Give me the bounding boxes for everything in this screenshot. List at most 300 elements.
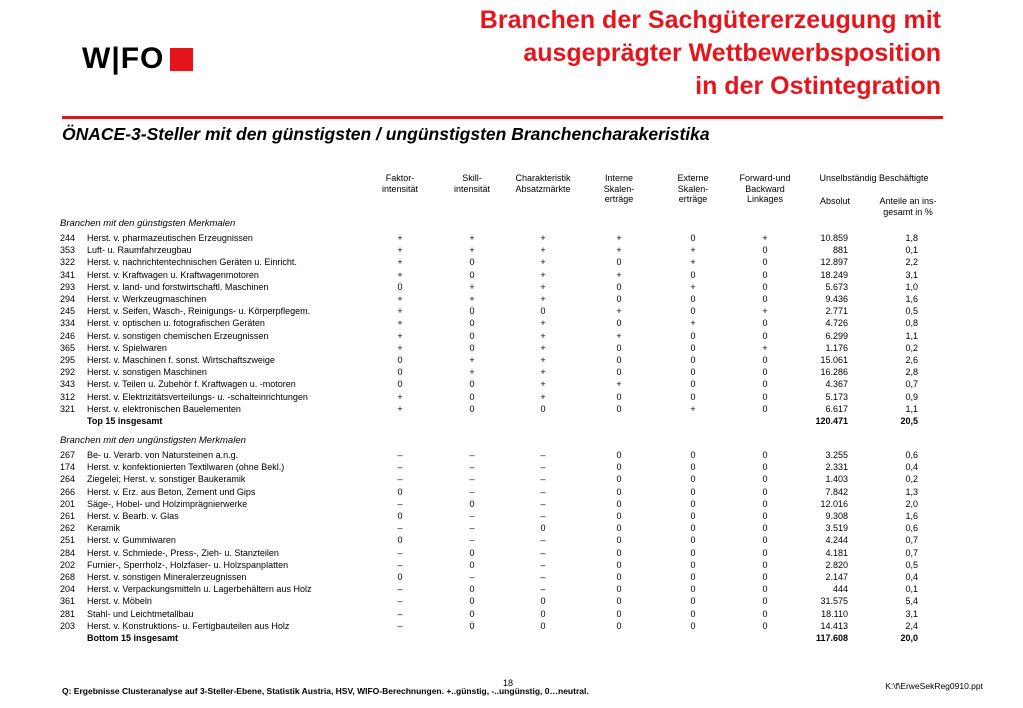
cell-anteil: 2,0 bbox=[905, 498, 918, 509]
cell-faktor: + bbox=[397, 233, 403, 243]
header-extern-text: Externe Skalen- erträge bbox=[677, 173, 709, 204]
cell-faktor: 0 bbox=[397, 281, 403, 292]
cell-faktor: + bbox=[397, 257, 403, 268]
cell-intern: 0 bbox=[616, 559, 622, 570]
page-subtitle: ÖNACE-3-Steller mit den günstigsten / ungünstigsten Branchencharakeristika bbox=[62, 124, 710, 144]
cell-charakteristik: + bbox=[540, 281, 546, 292]
cell-anteil: 1,6 bbox=[905, 294, 918, 304]
row-name: Herst. v. pharmazeutischen Erzeugnissen bbox=[87, 233, 253, 243]
table-row bbox=[0, 354, 1023, 366]
cell-forward: + bbox=[762, 233, 768, 243]
header-charakteristik bbox=[506, 173, 580, 194]
header-skill-text: Skill- intensität bbox=[453, 173, 491, 194]
row-name: Ziegelei; Herst. v. sonstiger Baukeramik bbox=[87, 474, 246, 485]
header-faktor bbox=[370, 173, 430, 194]
cell-anteil: 1,6 bbox=[905, 511, 918, 521]
cell-extern: 0 bbox=[690, 474, 696, 485]
cell-intern: 0 bbox=[616, 342, 622, 353]
table-row bbox=[0, 547, 1023, 559]
cell-extern: 0 bbox=[690, 620, 696, 631]
cell-skill: 0 bbox=[469, 547, 475, 558]
row-code: 365 bbox=[60, 342, 76, 353]
cell-absolut: 9.308 bbox=[825, 511, 848, 521]
cell-absolut: 4.181 bbox=[825, 547, 848, 558]
cell-anteil: 0,4 bbox=[905, 462, 918, 473]
cell-forward: 0 bbox=[762, 511, 768, 521]
cell-forward: 0 bbox=[762, 572, 768, 582]
cell-charakteristik: + bbox=[540, 342, 546, 353]
row-name: Herst. v. Erz. aus Beton, Zement und Gips bbox=[87, 486, 256, 497]
table-row bbox=[0, 449, 1023, 461]
table-row bbox=[0, 559, 1023, 571]
cell-charakteristik: – bbox=[540, 559, 546, 570]
row-code: 284 bbox=[60, 547, 76, 558]
cell-anteil: 0,9 bbox=[905, 391, 918, 402]
cell-extern: 0 bbox=[690, 498, 696, 509]
cell-anteil: 3,1 bbox=[905, 608, 918, 619]
cell-faktor: – bbox=[397, 547, 403, 558]
title-divider bbox=[62, 116, 943, 119]
cell-skill: 0 bbox=[469, 318, 475, 329]
row-name: Stahl- und Leichtmetallbau bbox=[87, 608, 194, 619]
cell-charakteristik: – bbox=[540, 462, 546, 473]
table-row bbox=[0, 510, 1023, 522]
page-number: 18 bbox=[503, 678, 514, 688]
table-row bbox=[0, 391, 1023, 403]
table-row bbox=[0, 305, 1023, 317]
row-name: Herst. v. land- und forstwirtschaftl. Maschinen bbox=[87, 281, 269, 292]
cell-faktor: 0 bbox=[397, 572, 403, 582]
row-code: 251 bbox=[60, 535, 76, 546]
row-name: Herst. v. Schmiede-, Press-, Zieh- u. Stanzteilen bbox=[87, 547, 279, 558]
cell-skill: 0 bbox=[469, 498, 475, 509]
total-absolut: 120.471 bbox=[815, 416, 848, 426]
cell-anteil: 0,5 bbox=[905, 559, 918, 570]
row-name: Herst. v. elektronischen Bauelementen bbox=[87, 403, 241, 414]
cell-extern: 0 bbox=[690, 559, 696, 570]
cell-absolut: 6.617 bbox=[825, 403, 848, 414]
header-forward bbox=[730, 173, 800, 205]
header-absolut bbox=[810, 196, 860, 207]
cell-absolut: 444 bbox=[832, 584, 848, 595]
cell-extern: 0 bbox=[690, 330, 696, 341]
cell-faktor: – bbox=[397, 474, 403, 485]
cell-anteil: 0,6 bbox=[905, 450, 918, 460]
total-label: Top 15 insgesamt bbox=[87, 416, 163, 426]
cell-faktor: 0 bbox=[397, 355, 403, 365]
cell-extern: 0 bbox=[690, 511, 696, 521]
row-code: 244 bbox=[60, 233, 76, 243]
cell-anteil: 0,6 bbox=[905, 523, 918, 534]
cell-skill: – bbox=[469, 523, 475, 534]
row-code: 201 bbox=[60, 498, 76, 509]
table-row bbox=[0, 317, 1023, 329]
cell-intern: + bbox=[616, 306, 622, 317]
cell-absolut: 18.110 bbox=[821, 608, 848, 619]
cell-intern: 0 bbox=[616, 462, 622, 473]
total-row bbox=[0, 415, 1023, 427]
cell-skill: – bbox=[469, 486, 475, 497]
cell-faktor: 0 bbox=[397, 535, 403, 546]
cell-charakteristik: – bbox=[540, 572, 546, 582]
cell-charakteristik: – bbox=[540, 584, 546, 595]
header-anteil bbox=[870, 196, 946, 217]
cell-faktor: – bbox=[397, 523, 403, 534]
cell-faktor: + bbox=[397, 403, 403, 414]
cell-skill: 0 bbox=[469, 559, 475, 570]
cell-faktor: + bbox=[397, 330, 403, 341]
cell-skill: 0 bbox=[469, 596, 475, 607]
cell-absolut: 14.413 bbox=[820, 620, 848, 631]
cell-charakteristik: + bbox=[540, 379, 546, 390]
cell-skill: + bbox=[469, 294, 475, 304]
cell-extern: 0 bbox=[690, 523, 696, 534]
cell-extern: 0 bbox=[690, 306, 696, 317]
header-employees-group bbox=[804, 173, 944, 184]
cell-faktor: + bbox=[397, 391, 403, 402]
cell-charakteristik: + bbox=[540, 355, 546, 365]
cell-forward: 0 bbox=[762, 559, 768, 570]
cell-faktor: 0 bbox=[397, 379, 403, 390]
cell-anteil: 3,1 bbox=[905, 269, 918, 280]
cell-charakteristik: – bbox=[540, 450, 546, 460]
cell-extern: + bbox=[690, 403, 696, 414]
cell-faktor: – bbox=[397, 462, 403, 473]
cell-forward: 0 bbox=[762, 620, 768, 631]
cell-charakteristik: + bbox=[540, 294, 546, 304]
title-line: Branchen der Sachgütererzeugung mit bbox=[479, 6, 941, 34]
cell-intern: 0 bbox=[616, 498, 622, 509]
row-name: Herst. v. nachrichtentechnischen Geräten u. Einricht. bbox=[87, 257, 297, 268]
row-code: 174 bbox=[60, 462, 76, 473]
total-row bbox=[0, 632, 1023, 644]
row-code: 293 bbox=[60, 281, 76, 292]
cell-intern: 0 bbox=[616, 318, 622, 329]
table-row bbox=[0, 486, 1023, 498]
cell-skill: + bbox=[469, 233, 475, 243]
cell-intern: 0 bbox=[616, 511, 622, 521]
cell-skill: – bbox=[469, 474, 475, 485]
cell-anteil: 2,4 bbox=[905, 620, 918, 631]
cell-intern: 0 bbox=[616, 367, 622, 378]
cell-forward: + bbox=[762, 342, 768, 353]
cell-charakteristik: + bbox=[540, 269, 546, 280]
cell-charakteristik: + bbox=[540, 391, 546, 402]
cell-forward: 0 bbox=[762, 403, 768, 414]
table-row bbox=[0, 293, 1023, 305]
cell-charakteristik: – bbox=[540, 511, 546, 521]
cell-skill: 0 bbox=[469, 403, 475, 414]
cell-intern: 0 bbox=[616, 584, 622, 595]
cell-faktor: – bbox=[397, 596, 403, 607]
cell-forward: 0 bbox=[762, 523, 768, 534]
cell-absolut: 5.673 bbox=[825, 281, 848, 292]
logo-text: W|FO bbox=[82, 42, 165, 75]
header-employees-group-text: Unselbständig Beschäftigte bbox=[819, 173, 929, 183]
table-row bbox=[0, 244, 1023, 256]
cell-faktor: – bbox=[397, 584, 403, 595]
cell-extern: 0 bbox=[690, 391, 696, 402]
cell-forward: 0 bbox=[762, 269, 768, 280]
header-anteil-text: Anteile an ins- gesamt in % bbox=[879, 196, 937, 217]
row-code: 295 bbox=[60, 355, 76, 365]
source-footnote: Q: Ergebnisse Clusteranalyse auf 3-Steller-Ebene, Statistik Austria, HSV, WIFO-Berechnungen. +..günstig, -..ungünstig, 0…neutral. bbox=[62, 686, 589, 696]
cell-charakteristik: – bbox=[540, 547, 546, 558]
cell-intern: 0 bbox=[616, 572, 622, 582]
cell-extern: 0 bbox=[690, 608, 696, 619]
cell-anteil: 0,7 bbox=[905, 547, 918, 558]
table-row bbox=[0, 583, 1023, 595]
row-code: 246 bbox=[60, 330, 76, 341]
cell-charakteristik: 0 bbox=[540, 620, 546, 631]
cell-forward: 0 bbox=[762, 330, 768, 341]
cell-absolut: 7.842 bbox=[825, 486, 848, 497]
row-name: Herst. v. sonstigen chemischen Erzeugnissen bbox=[87, 330, 269, 341]
cell-charakteristik: – bbox=[540, 474, 546, 485]
row-code: 353 bbox=[60, 245, 76, 256]
cell-forward: 0 bbox=[762, 486, 768, 497]
row-code: 361 bbox=[60, 596, 76, 607]
cell-faktor: – bbox=[397, 559, 403, 570]
cell-forward: 0 bbox=[762, 281, 768, 292]
cell-absolut: 3.519 bbox=[825, 523, 848, 534]
table-row bbox=[0, 378, 1023, 390]
cell-intern: 0 bbox=[616, 403, 622, 414]
row-name: Herst. v. sonstigen Mineralerzeugnissen bbox=[87, 572, 247, 582]
cell-intern: 0 bbox=[616, 608, 622, 619]
cell-skill: 0 bbox=[469, 330, 475, 341]
cell-anteil: 0,2 bbox=[905, 342, 918, 353]
cell-faktor: + bbox=[397, 245, 403, 256]
cell-intern: 0 bbox=[616, 355, 622, 365]
cell-faktor: – bbox=[397, 608, 403, 619]
table-row bbox=[0, 269, 1023, 281]
cell-absolut: 18.249 bbox=[820, 269, 848, 280]
total-anteil: 20,0 bbox=[900, 633, 918, 643]
cell-skill: + bbox=[469, 281, 475, 292]
cell-absolut: 4.367 bbox=[825, 379, 848, 390]
table-row bbox=[0, 461, 1023, 473]
row-name: Keramik bbox=[87, 523, 121, 534]
cell-faktor: + bbox=[397, 294, 403, 304]
cell-absolut: 1.403 bbox=[825, 474, 848, 485]
row-name: Herst. v. Elektrizitätsverteilungs- u. -schalteinrichtungen bbox=[87, 391, 308, 402]
row-name: Herst. v. Gummiwaren bbox=[87, 535, 176, 546]
cell-faktor: 0 bbox=[397, 511, 403, 521]
cell-charakteristik: – bbox=[540, 486, 546, 497]
cell-forward: 0 bbox=[762, 391, 768, 402]
cell-absolut: 881 bbox=[832, 245, 848, 256]
cell-extern: + bbox=[690, 281, 696, 292]
cell-skill: – bbox=[469, 462, 475, 473]
title-line: ausgeprägter Wettbewerbsposition bbox=[523, 39, 941, 67]
cell-extern: + bbox=[690, 318, 696, 329]
row-name: Herst. v. konfektionierten Textilwaren (ohne Bekl.) bbox=[87, 462, 285, 473]
cell-intern: 0 bbox=[616, 294, 622, 304]
cell-forward: 0 bbox=[762, 462, 768, 473]
cell-anteil: 0,1 bbox=[905, 245, 918, 256]
cell-intern: + bbox=[616, 245, 622, 256]
row-code: 322 bbox=[60, 257, 76, 268]
cell-charakteristik: – bbox=[540, 535, 546, 546]
total-anteil: 20,5 bbox=[900, 416, 918, 426]
cell-skill: – bbox=[469, 450, 475, 460]
cell-forward: 0 bbox=[762, 535, 768, 546]
page-title bbox=[480, 4, 941, 103]
cell-skill: – bbox=[469, 572, 475, 582]
cell-absolut: 3.255 bbox=[825, 450, 848, 460]
cell-intern: 0 bbox=[616, 391, 622, 402]
file-name: K:\f\ErweSekReg0910.ppt bbox=[885, 681, 983, 691]
row-code: 334 bbox=[60, 318, 76, 329]
cell-skill: 0 bbox=[469, 620, 475, 631]
section-worst-label: Branchen mit den ungünstigsten Merkmalen bbox=[60, 435, 246, 446]
cell-anteil: 2,6 bbox=[905, 355, 918, 365]
row-code: 321 bbox=[60, 403, 76, 414]
wifo-logo bbox=[82, 42, 193, 76]
header-forward-text: Forward-und Backward Linkages bbox=[739, 173, 791, 204]
row-name: Herst. v. sonstigen Maschinen bbox=[87, 367, 207, 378]
cell-absolut: 31.575 bbox=[820, 596, 848, 607]
cell-forward: 0 bbox=[762, 450, 768, 460]
cell-faktor: + bbox=[397, 269, 403, 280]
cell-absolut: 6.299 bbox=[825, 330, 848, 341]
cell-faktor: + bbox=[397, 318, 403, 329]
cell-charakteristik: 0 bbox=[540, 306, 546, 317]
header-intern-text: Interne Skalen- erträge bbox=[603, 173, 635, 204]
cell-extern: + bbox=[690, 257, 696, 268]
cell-forward: 0 bbox=[762, 294, 768, 304]
table-row bbox=[0, 281, 1023, 293]
cell-intern: 0 bbox=[616, 257, 622, 268]
cell-charakteristik: + bbox=[540, 257, 546, 268]
cell-extern: 0 bbox=[690, 486, 696, 497]
cell-anteil: 5,4 bbox=[905, 596, 918, 607]
table-row bbox=[0, 403, 1023, 415]
row-name: Be- u. Verarb. von Natursteinen a.n.g. bbox=[87, 450, 239, 460]
cell-charakteristik: + bbox=[540, 233, 546, 243]
row-name: Furnier-, Sperrholz-, Holzfaser- u. Holzspanplatten bbox=[87, 559, 289, 570]
table-row bbox=[0, 595, 1023, 607]
table-row bbox=[0, 342, 1023, 354]
row-code: 264 bbox=[60, 474, 76, 485]
cell-charakteristik: + bbox=[540, 245, 546, 256]
table-row bbox=[0, 608, 1023, 620]
cell-extern: 0 bbox=[690, 379, 696, 390]
cell-intern: 0 bbox=[616, 596, 622, 607]
cell-forward: 0 bbox=[762, 245, 768, 256]
header-faktor-text: Faktor- intensität bbox=[381, 173, 419, 194]
cell-skill: 0 bbox=[469, 379, 475, 390]
row-name: Herst. v. Verpackungsmitteln u. Lagerbehältern aus Holz bbox=[87, 584, 312, 595]
row-name: Herst. v. Möbeln bbox=[87, 596, 152, 607]
cell-forward: 0 bbox=[762, 355, 768, 365]
row-name: Herst. v. Konstruktions- u. Fertigbauteilen aus Holz bbox=[87, 620, 290, 631]
cell-skill: 0 bbox=[469, 342, 475, 353]
cell-anteil: 2,8 bbox=[905, 367, 918, 378]
row-code: 245 bbox=[60, 306, 76, 317]
cell-extern: 0 bbox=[690, 233, 696, 243]
cell-absolut: 1.176 bbox=[825, 342, 848, 353]
cell-intern: + bbox=[616, 330, 622, 341]
title-line: in der Ostintegration bbox=[695, 72, 941, 100]
cell-forward: 0 bbox=[762, 596, 768, 607]
cell-absolut: 2.147 bbox=[825, 572, 848, 582]
cell-absolut: 16.286 bbox=[820, 367, 848, 378]
table-row bbox=[0, 330, 1023, 342]
cell-anteil: 0,4 bbox=[905, 572, 918, 582]
row-code: 341 bbox=[60, 269, 76, 280]
cell-absolut: 5.173 bbox=[825, 391, 848, 402]
cell-anteil: 1,3 bbox=[905, 486, 918, 497]
cell-faktor: 0 bbox=[397, 486, 403, 497]
cell-anteil: 0,7 bbox=[905, 379, 918, 390]
table-row bbox=[0, 498, 1023, 510]
cell-skill: + bbox=[469, 245, 475, 256]
cell-intern: + bbox=[616, 269, 622, 280]
cell-extern: 0 bbox=[690, 294, 696, 304]
cell-skill: 0 bbox=[469, 391, 475, 402]
cell-extern: + bbox=[690, 245, 696, 256]
row-name: Herst. v. Seifen, Wasch-, Reinigungs- u. Körperpflegem. bbox=[87, 306, 311, 317]
cell-forward: 0 bbox=[762, 367, 768, 378]
cell-forward: 0 bbox=[762, 608, 768, 619]
cell-extern: 0 bbox=[690, 535, 696, 546]
cell-intern: 0 bbox=[616, 450, 622, 460]
table-row bbox=[0, 232, 1023, 244]
cell-extern: 0 bbox=[690, 584, 696, 595]
cell-faktor: 0 bbox=[397, 367, 403, 378]
cell-anteil: 0,5 bbox=[905, 306, 918, 317]
cell-forward: 0 bbox=[762, 498, 768, 509]
cell-intern: 0 bbox=[616, 474, 622, 485]
table-row bbox=[0, 620, 1023, 632]
cell-extern: 0 bbox=[690, 596, 696, 607]
cell-skill: – bbox=[469, 535, 475, 546]
row-code: 202 bbox=[60, 559, 76, 570]
cell-charakteristik: + bbox=[540, 330, 546, 341]
row-name: Herst. v. Kraftwagen u. Kraftwagenmotoren bbox=[87, 269, 259, 280]
row-code: 268 bbox=[60, 572, 76, 582]
cell-extern: 0 bbox=[690, 342, 696, 353]
cell-anteil: 1,8 bbox=[905, 233, 918, 243]
row-code: 261 bbox=[60, 511, 76, 521]
cell-faktor: + bbox=[397, 342, 403, 353]
cell-skill: 0 bbox=[469, 257, 475, 268]
row-code: 294 bbox=[60, 294, 76, 304]
table-row bbox=[0, 366, 1023, 378]
table-row bbox=[0, 522, 1023, 534]
cell-anteil: 0,7 bbox=[905, 535, 918, 546]
table-row bbox=[0, 473, 1023, 485]
cell-absolut: 2.331 bbox=[825, 462, 848, 473]
row-name: Säge-, Hobel- und Holzimprägnierwerke bbox=[87, 498, 248, 509]
cell-skill: 0 bbox=[469, 608, 475, 619]
cell-skill: 0 bbox=[469, 306, 475, 317]
cell-absolut: 4.244 bbox=[825, 535, 848, 546]
cell-forward: 0 bbox=[762, 318, 768, 329]
header-absolut-text: Absolut bbox=[819, 196, 851, 206]
table-row bbox=[0, 534, 1023, 546]
cell-anteil: 0,1 bbox=[905, 584, 918, 595]
cell-absolut: 10.859 bbox=[820, 233, 848, 243]
cell-extern: 0 bbox=[690, 355, 696, 365]
cell-charakteristik: 0 bbox=[540, 403, 546, 414]
cell-extern: 0 bbox=[690, 462, 696, 473]
header-extern bbox=[663, 173, 723, 205]
row-code: 204 bbox=[60, 584, 76, 595]
header-skill bbox=[442, 173, 502, 194]
